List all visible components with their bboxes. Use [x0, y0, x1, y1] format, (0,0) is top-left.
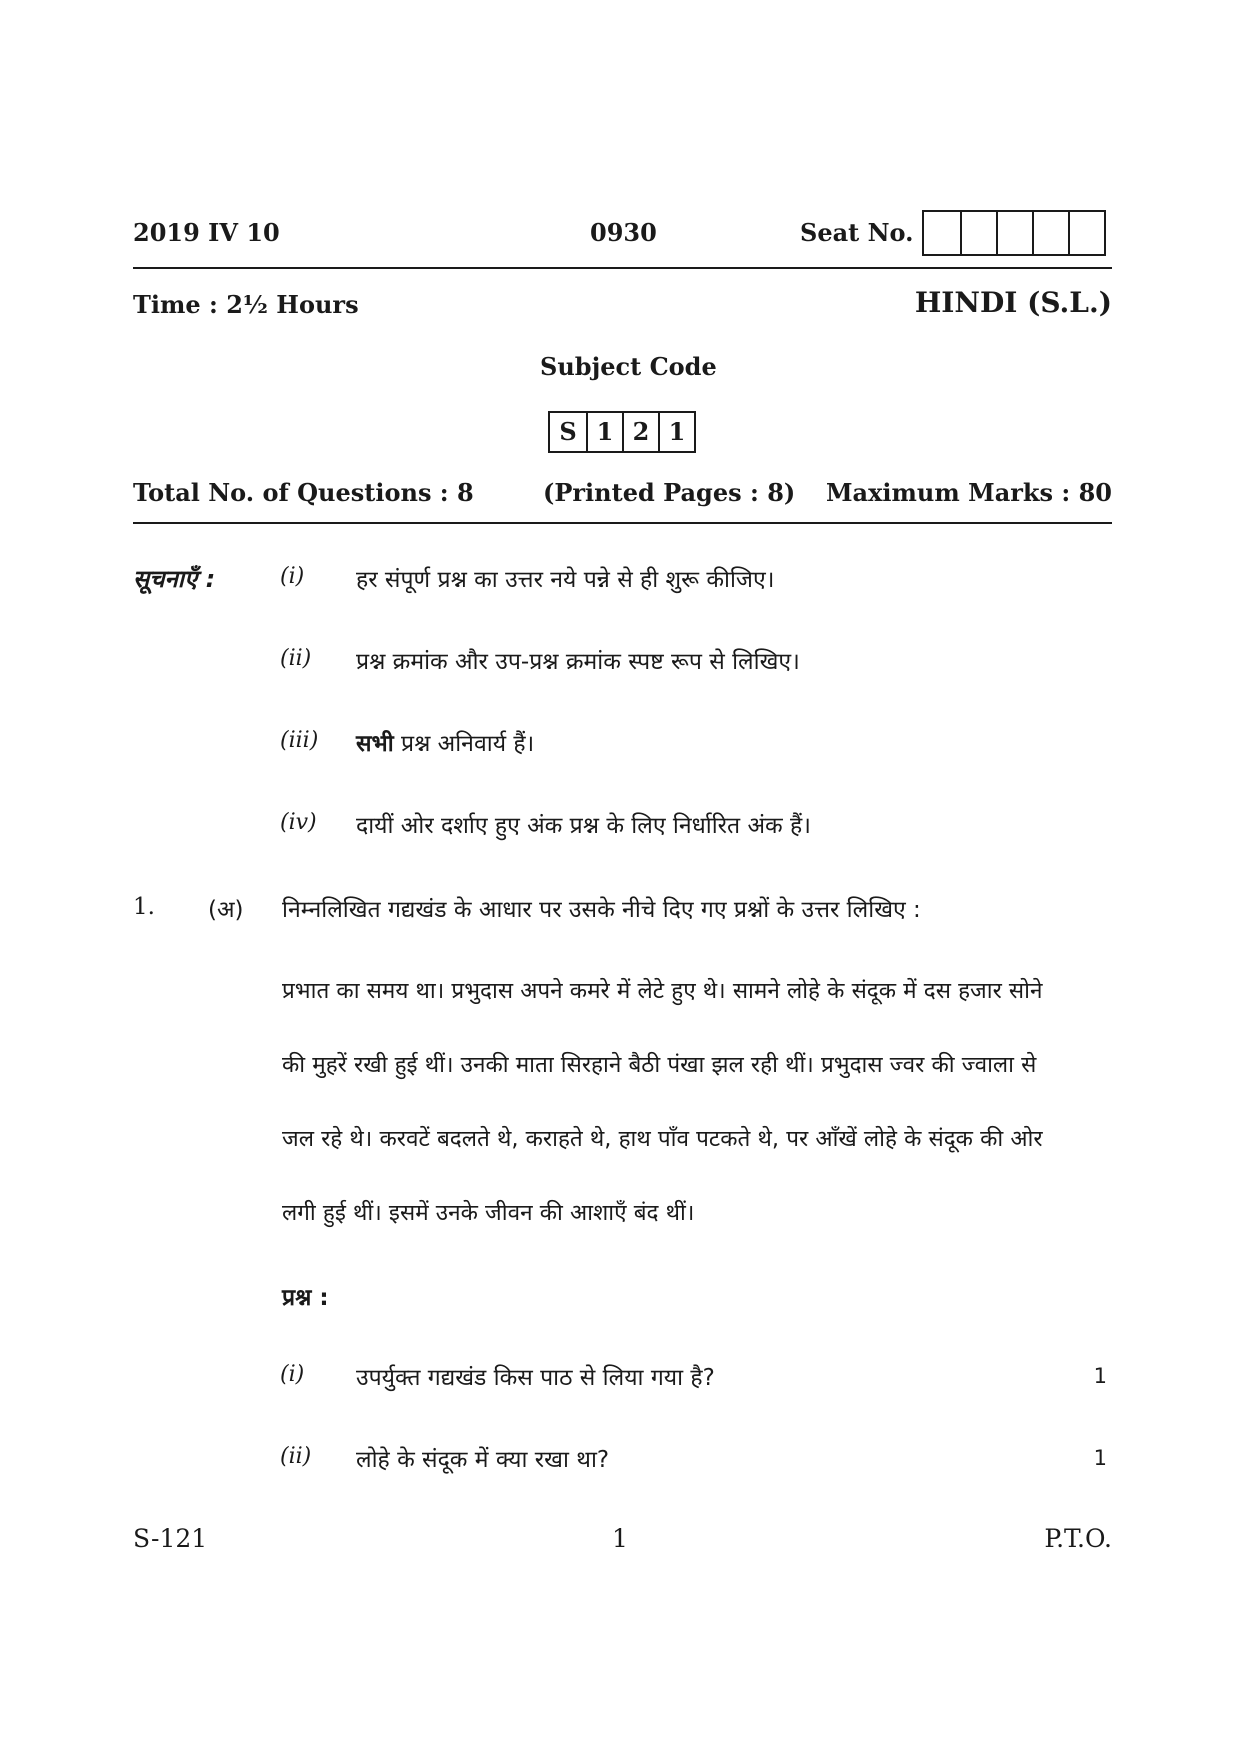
instruction-emphasis: सभी	[356, 731, 394, 757]
instruction-number: (iii)	[280, 728, 319, 753]
question-item-number: (i)	[280, 1362, 305, 1387]
passage-line: लगी हुई थीं। इसमें उनके जीवन की आशाएँ बंद थीं।	[282, 1200, 695, 1226]
instruction-text-rest: प्रश्न अनिवार्य हैं।	[393, 731, 535, 757]
instructions-label: सूचनाएँ :	[133, 565, 216, 593]
seat-box[interactable]	[924, 212, 960, 254]
question-number: 1.	[133, 894, 155, 920]
printed-pages: (Printed Pages : 8)	[543, 478, 796, 507]
seat-number-boxes[interactable]	[922, 210, 1106, 256]
seat-box[interactable]	[1068, 212, 1104, 254]
footer-paper-code: S-121	[133, 1524, 208, 1553]
subject-code-char: 2	[622, 413, 658, 451]
total-questions: Total No. of Questions : 8	[133, 478, 474, 507]
paper-number: 0930	[590, 218, 657, 247]
subject-code-char: 1	[586, 413, 622, 451]
passage-line: की मुहरें रखी हुई थीं। उनकी माता सिरहाने बैठी पंखा झल रही थीं। प्रभुदास ज्वर की ज्वाला से	[282, 1052, 1037, 1078]
seat-box[interactable]	[1032, 212, 1068, 254]
time-allowed: Time : 2½ Hours	[133, 290, 359, 319]
instruction-number: (ii)	[280, 646, 312, 671]
seat-label: Seat No.	[800, 218, 914, 247]
subject-title: HINDI (S.L.)	[914, 286, 1112, 319]
sub-question-label: (अ)	[208, 897, 244, 923]
header-divider	[133, 267, 1112, 269]
passage-line: प्रभात का समय था। प्रभुदास अपने कमरे में लेटे हुए थे। सामने लोहे के संदूक में दस हजार सोने	[282, 978, 1043, 1004]
instruction-number: (i)	[280, 564, 305, 589]
passage-line: जल रहे थे। करवटें बदलते थे, कराहते थे, हाथ पाँव पटकते थे, पर आँखें लोहे के संदूक की ओर	[282, 1126, 1043, 1152]
question-marks: 1	[1093, 1364, 1107, 1388]
instruction-text: प्रश्न क्रमांक और उप-प्रश्न क्रमांक स्पष्ट रूप से लिखिए।	[356, 649, 800, 675]
questions-label: प्रश्न :	[282, 1285, 329, 1311]
question-marks: 1	[1093, 1446, 1107, 1470]
please-turn-over: P.T.O.	[1044, 1524, 1112, 1553]
instruction-text: हर संपूर्ण प्रश्न का उत्तर नये पन्ने से ही शुरू कीजिए।	[356, 567, 775, 593]
question-item-number: (ii)	[280, 1444, 312, 1469]
subject-code-boxes	[548, 411, 696, 453]
subject-code-char: 1	[658, 413, 694, 451]
exam-date: 2019 IV 10	[133, 218, 280, 247]
subject-code-char: S	[559, 417, 577, 446]
header-bottom-divider	[133, 522, 1112, 524]
question-prompt: निम्नलिखित गद्यखंड के आधार पर उसके नीचे दिए गए प्रश्नों के उत्तर लिखिए :	[282, 897, 921, 923]
subject-code-label: Subject Code	[540, 352, 717, 381]
page-number: 1	[612, 1524, 628, 1553]
instruction-number: (iv)	[280, 810, 317, 835]
instruction-text	[356, 726, 534, 758]
seat-box[interactable]	[996, 212, 1032, 254]
maximum-marks: Maximum Marks : 80	[825, 478, 1112, 507]
question-item-text: लोहे के संदूक में क्या रखा था?	[356, 1447, 610, 1473]
instruction-text: दायीं ओर दर्शाए हुए अंक प्रश्न के लिए निर्धारित अंक हैं।	[356, 813, 811, 839]
question-item-text: उपर्युक्त गद्यखंड किस पाठ से लिया गया है?	[356, 1365, 715, 1391]
seat-box[interactable]	[960, 212, 996, 254]
